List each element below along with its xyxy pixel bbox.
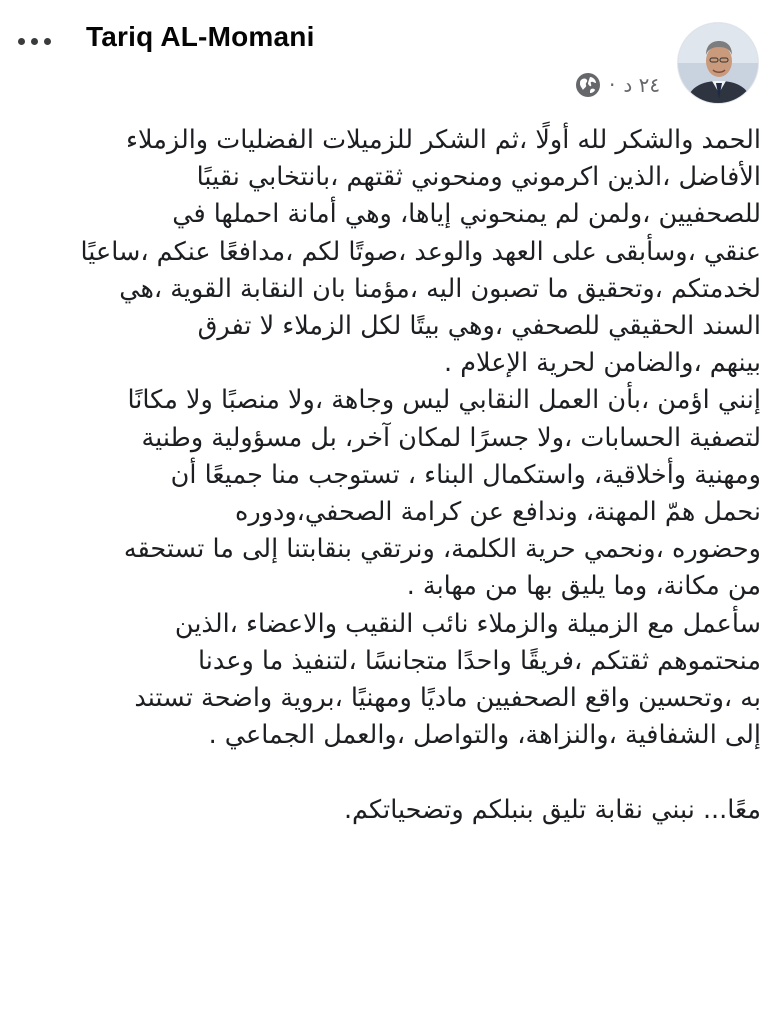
- post-meta: [575, 70, 660, 100]
- post-line: عنقي ،وسأبقى على العهد والوعد ،صوتًا لكم ،مدافعًا عنكم ،ساعيًا: [80, 236, 761, 267]
- post-body: [21, 122, 761, 829]
- post-closing-line: معًا... نبني نقابة تليق بنبلكم وتضحياتكم.: [343, 794, 761, 825]
- globe-icon[interactable]: [575, 72, 601, 98]
- post-line: ومهنية وأخلاقية، واستكمال البناء ، تستوجب منا جميعًا أن: [170, 459, 761, 490]
- post-timestamp[interactable]: ٢٤ د: [623, 73, 661, 97]
- more-options-icon-dot: [31, 38, 38, 45]
- post-line: لخدمتكم ،وتحقيق ما تصبون اليه ،مؤمنا بان النقابة القوية ،هي: [119, 273, 761, 304]
- post-line: الأفاضل ،الذين اكرموني ومنحوني ثقتهم ،بانتخابي نقيبًا: [196, 162, 761, 193]
- post-line: بينهم ،والضامن لحرية الإعلام .: [443, 348, 761, 379]
- meta-separator: ·: [609, 73, 616, 97]
- post-line: إنني اؤمن ،بأن العمل النقابي ليس وجاهة ،ولا منصبًا ولا مكانًا: [127, 385, 761, 416]
- more-options-button[interactable]: [18, 30, 62, 52]
- post-line: لتصفية الحسابات ،ولا جسرًا لمكان آخر، بل مسؤولية وطنية: [141, 422, 761, 453]
- post-line: به ،وتحسين واقع الصحفيين ماديًا ومهنيًا ،بروية واضحة تستند: [134, 683, 761, 714]
- post-line: للصحفيين ،ولمن لم يمنحوني إياها، وهي أمانة احملها في: [172, 199, 761, 230]
- post-line: إلى الشفافية ،والنزاهة، والتواصل ،والعمل الجماعي .: [208, 720, 761, 751]
- more-options-icon-dot: [44, 38, 51, 45]
- paragraph-spacer: [21, 754, 761, 791]
- post-header: [0, 0, 783, 118]
- post-line: وحضوره ،ونحمي حرية الكلمة، ونرتقي بنقابتنا إلى ما تستحقه: [123, 534, 761, 565]
- post-line: من مكانة، وما يليق بها من مهابة .: [406, 571, 761, 602]
- avatar[interactable]: [677, 22, 759, 104]
- more-options-icon: [18, 38, 25, 45]
- post-line: نحمل همّ المهنة، وندافع عن كرامة الصحفي،ودوره: [235, 497, 761, 528]
- post-line: سأعمل مع الزميلة والزملاء نائب النقيب والاعضاء ،الذين: [174, 608, 761, 639]
- post-line: الحمد والشكر لله أولًا ،ثم الشكر للزميلات الفضليات والزملاء: [126, 125, 761, 155]
- post-line: منحتموهم ثقتكم ،فريقًا واحدًا متجانسًا ،لتنفيذ ما وعدنا: [198, 645, 761, 676]
- author-name[interactable]: Tariq AL-Momani: [86, 21, 315, 52]
- post-line: السند الحقيقي للصحفي ،وهي بيتًا لكل الزملاء لا تفرق: [197, 311, 761, 342]
